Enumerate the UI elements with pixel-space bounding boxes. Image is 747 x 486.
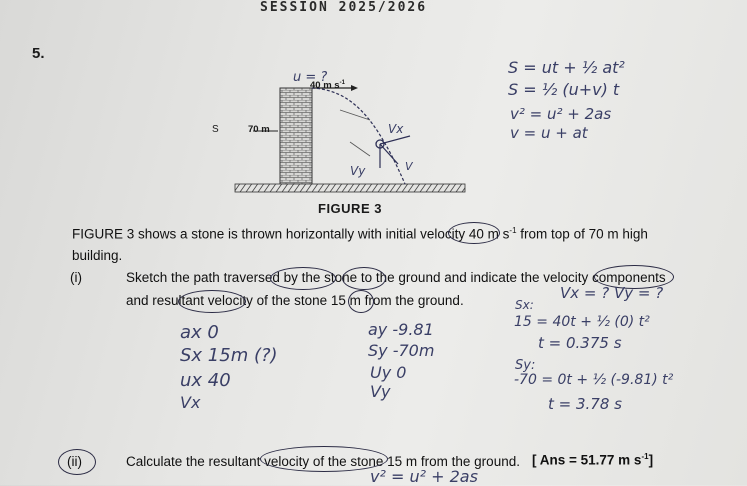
circle-annotation-velocity xyxy=(448,222,500,244)
height-label: 70 m xyxy=(248,124,270,135)
v-arrow xyxy=(380,144,398,164)
circle-annotation-stone xyxy=(342,267,386,290)
hw-vx: Vx xyxy=(180,393,201,412)
hw-bottom-eq: v² = u² + 2as xyxy=(370,467,478,486)
hw-sy-eq: -70 = 0t + ½ (-9.81) t² xyxy=(514,372,674,388)
intro-line-1: FIGURE 3 shows a stone is thrown horizontally with initial velocity 40 m $s^{-1}$ from top of 70 m high xyxy=(72,226,648,242)
hw-eq2: S = ½ (u+v) t xyxy=(508,80,620,99)
hw-ax: ax 0 xyxy=(180,322,219,343)
hw-eq4: v = u + at xyxy=(510,124,588,142)
hw-eq1: S = ut + ½ at² xyxy=(508,58,625,77)
intro-line-2: building. xyxy=(72,248,123,263)
hw-t1: t = 0.375 s xyxy=(538,334,622,352)
hw-fig-vy: Vy xyxy=(350,164,366,178)
part-ii-label: (ii) xyxy=(67,454,82,469)
figure-caption: FIGURE 3 xyxy=(318,201,382,216)
guide-line-2 xyxy=(350,142,370,156)
part-i-line-2: and resultant velocity of the stone 15 m from the ground. xyxy=(126,293,464,308)
hw-sy: Sy -70m xyxy=(368,341,435,360)
velocity-arrowhead xyxy=(351,85,358,91)
part-ii-answer: [ Ans = 51.77 m $s^{-1}$] xyxy=(532,452,654,468)
part-i-line-1: Sketch the path traversed by the stone to the ground and indicate the velocity components xyxy=(126,270,666,285)
building xyxy=(280,88,312,184)
hw-ay: ay -9.81 xyxy=(368,320,434,339)
circle-annotation-15m xyxy=(348,290,374,313)
session-header: SESSION 2025/2026 xyxy=(260,0,428,15)
circle-annotation-resultant-velocity xyxy=(260,446,388,472)
hw-uy: Uy 0 xyxy=(370,363,407,382)
hw-sx-eq: 15 = 40t + ½ (0) t² xyxy=(514,314,650,330)
hw-sx: Sx 15m (?) xyxy=(180,345,278,366)
hw-find: Vx = ? Vy = ? xyxy=(560,284,664,302)
hw-fig-vx: Vx xyxy=(388,122,404,136)
part-ii-text: Calculate the resultant velocity of the stone 15 m from the ground. xyxy=(126,454,520,469)
part-i-label: (i) xyxy=(70,270,82,285)
hw-fig-v: V xyxy=(405,160,413,173)
circle-annotation-resultant xyxy=(178,290,246,313)
hw-sy-label: Sy: xyxy=(515,358,536,373)
hw-vy: Vy xyxy=(370,382,391,401)
question-number: 5. xyxy=(32,45,45,62)
velocity-label: 40 m $s^{-1}$ xyxy=(310,80,345,92)
vx-arrow xyxy=(380,136,410,144)
ground xyxy=(235,184,465,192)
hw-ux: ux 40 xyxy=(180,370,231,391)
hw-eq3: v² = u² + 2as xyxy=(510,105,612,123)
hw-t2: t = 3.78 s xyxy=(548,395,622,413)
hw-fig-ux: u = ? xyxy=(293,70,328,85)
circle-annotation-path xyxy=(270,267,336,290)
hw-sx-label: Sx: xyxy=(515,298,534,312)
circle-annotation-part-ii xyxy=(58,449,96,475)
s-label: S xyxy=(212,124,219,135)
